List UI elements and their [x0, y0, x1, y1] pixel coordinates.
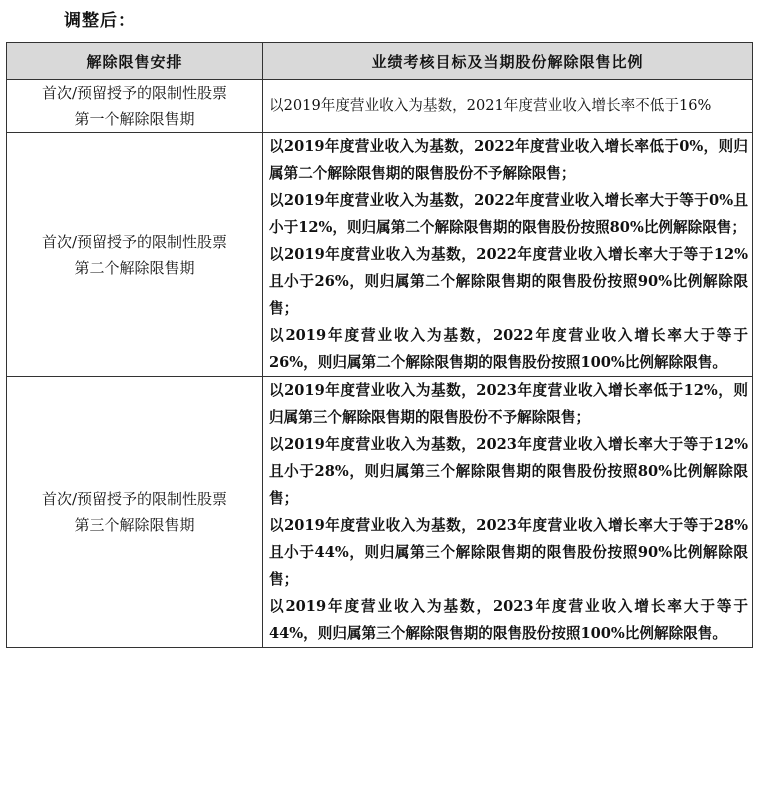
- condition-text: 以2019年度营业收入为基数，2022年度营业收入增长率大于等于12%且小于26%，则归属第二个解除限售期的限售股份按照90%比例解除限售；: [269, 246, 748, 317]
- condition-text: 以2019年度营业收入为基数，2022年度营业收入增长率大于等于0%且小于12%，则归属第二个解除限售期的限售股份按照80%比例解除限售；: [269, 192, 748, 236]
- period-label: 首次/预留授予的限制性股票 第一个解除限售期: [41, 84, 228, 128]
- condition-text: 以2019年度营业收入为基数，2023年度营业收入增长率大于等于28%且小于44%，则归属第三个解除限售期的限售股份按照90%比例解除限售；: [269, 517, 748, 588]
- target-cell: [263, 133, 753, 377]
- unlock-schedule-table: [6, 42, 753, 648]
- period-cell: [7, 133, 263, 377]
- condition-text: 以2019年度营业收入为基数，2022年度营业收入增长率大于等于26%，则归属第二个解除限售期的限售股份按照100%比例解除限售。: [269, 327, 748, 371]
- section-heading: 调整后：: [64, 11, 136, 31]
- table-row: [7, 80, 753, 133]
- period-cell: [7, 377, 263, 648]
- table-row: [7, 377, 753, 648]
- condition-text: 以2019年度营业收入为基数，2021年度营业收入增长率不低于16%: [269, 97, 712, 114]
- period-label: 首次/预留授予的限制性股票 第二个解除限售期: [41, 232, 228, 277]
- table-header-row: [7, 43, 753, 80]
- header-performance-target: 业绩考核目标及当期股份解除限售比例: [263, 43, 753, 80]
- table-row: [7, 133, 753, 377]
- period-label: 首次/预留授予的限制性股票 第三个解除限售期: [41, 490, 228, 534]
- condition-text: 以2019年度营业收入为基数，2022年度营业收入增长率低于0%，则归属第二个解除限售期的限售股份不予解除限售；: [269, 138, 748, 182]
- target-cell: [263, 80, 753, 133]
- condition-text: 以2019年度营业收入为基数，2023年度营业收入增长率低于12%，则归属第三个解除限售期的限售股份不予解除限售；: [269, 382, 748, 426]
- target-cell: [263, 377, 753, 648]
- condition-text: 以2019年度营业收入为基数，2023年度营业收入增长率大于等于44%，则归属第三个解除限售期的限售股份按照100%比例解除限售。: [269, 598, 748, 642]
- header-unlock-arrangement: 解除限售安排: [7, 43, 263, 80]
- condition-text: 以2019年度营业收入为基数，2023年度营业收入增长率大于等于12%且小于28%，则归属第三个解除限售期的限售股份按照80%比例解除限售；: [269, 436, 748, 507]
- period-cell: [7, 80, 263, 133]
